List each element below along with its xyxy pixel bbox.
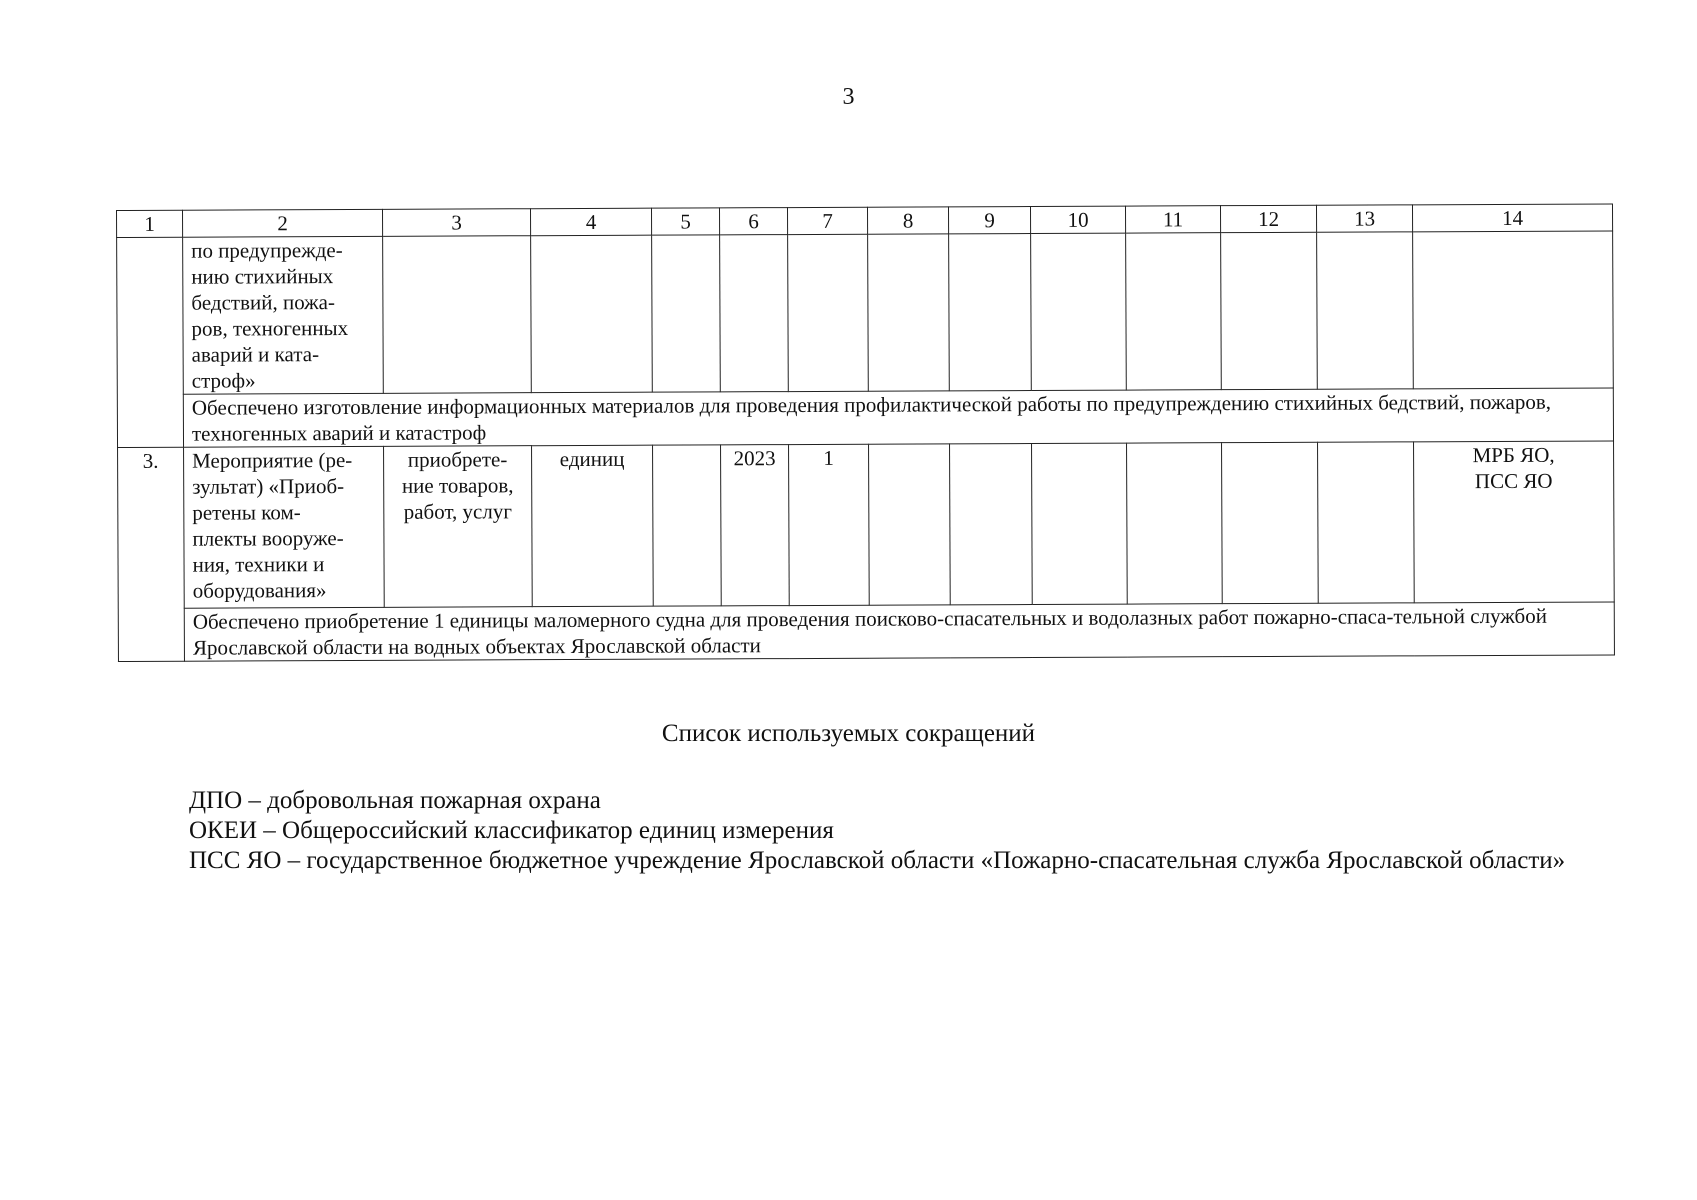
column-number: 8 <box>867 207 948 234</box>
table-cell <box>1222 442 1319 603</box>
column-number: 3 <box>382 209 530 237</box>
page-number: 3 <box>842 84 855 110</box>
measure-name-cell: Мероприятие (ре- зультат) «Приоб- ретены ком- плекты вооруже- ния, техники и оборудования» <box>184 446 385 608</box>
column-number: 4 <box>530 208 651 236</box>
result-description: Обеспечено приобретение 1 единицы маломерного судна для проведения поисково-спасательных и водолазных работ пожарно-спаса-тельной службой Ярославской области на водных объектах Ярославской области <box>184 602 1614 661</box>
results-table <box>116 203 1615 662</box>
table-cell <box>1221 232 1318 389</box>
table-cell <box>1413 231 1614 389</box>
table-cell <box>1318 442 1415 603</box>
column-number: 14 <box>1412 204 1612 232</box>
column-number: 11 <box>1125 206 1220 233</box>
table-cell <box>1126 233 1222 390</box>
table-cell <box>869 444 951 605</box>
table-cell <box>1032 443 1128 604</box>
column-number: 7 <box>787 207 867 234</box>
column-number: 9 <box>948 207 1030 234</box>
table-cell <box>1127 443 1223 604</box>
abbreviation-item: ОКЕИ – Общероссийский классификатор единиц измерения <box>189 817 834 844</box>
measures-table <box>116 203 1614 662</box>
column-number: 13 <box>1316 205 1412 232</box>
table-row <box>117 231 1614 395</box>
table-row <box>118 441 1615 609</box>
column-number: 1 <box>117 210 183 237</box>
year-cell: 2023 <box>721 445 790 606</box>
measure-name-cell: по предупрежде- нию стихийных бедствий, пожа- ров, техногенных аварий и ката- строф» <box>183 236 384 394</box>
table-cell <box>788 234 869 391</box>
row-number-cell: 3. <box>118 447 185 661</box>
table-cell <box>720 235 789 392</box>
table-cell <box>1031 233 1127 390</box>
table-cell <box>1317 232 1414 389</box>
column-number: 6 <box>719 208 787 235</box>
row-number-cell <box>117 237 184 447</box>
table-cell <box>949 234 1032 391</box>
table-cell <box>950 444 1033 605</box>
table-cell <box>868 234 950 391</box>
table-cell: приобрете- ние товаров, работ, услуг <box>384 446 533 608</box>
table-cell <box>652 235 721 392</box>
abbreviation-item: ПСС ЯО – государственное бюджетное учреждение Ярославской области «Пожарно-спасательная служба Ярославской области» <box>189 847 1566 874</box>
table-row <box>118 602 1614 662</box>
abbreviations-list <box>119 786 1605 876</box>
column-number: 10 <box>1030 206 1125 233</box>
value-cell: 1 <box>789 444 870 605</box>
column-number: 2 <box>183 209 383 237</box>
table-row <box>117 388 1613 448</box>
result-description: Обеспечено изготовление информационных материалов для проведения профилактической работы по предупреждению стихийных бедствий, пожаров, техногенных аварий и катастроф <box>183 388 1613 447</box>
table-cell <box>383 236 532 394</box>
table-cell <box>653 445 722 606</box>
abbreviation-item: ДПО – добровольная пожарная охрана <box>189 787 601 814</box>
table-cell <box>531 235 653 393</box>
responsible-cell: МРБ ЯО, ПСС ЯО <box>1414 441 1615 603</box>
unit-cell: единиц <box>532 445 654 607</box>
column-number: 12 <box>1220 205 1316 232</box>
abbreviations-title: Список используемых сокращений <box>661 720 1036 747</box>
column-number: 5 <box>651 208 719 235</box>
